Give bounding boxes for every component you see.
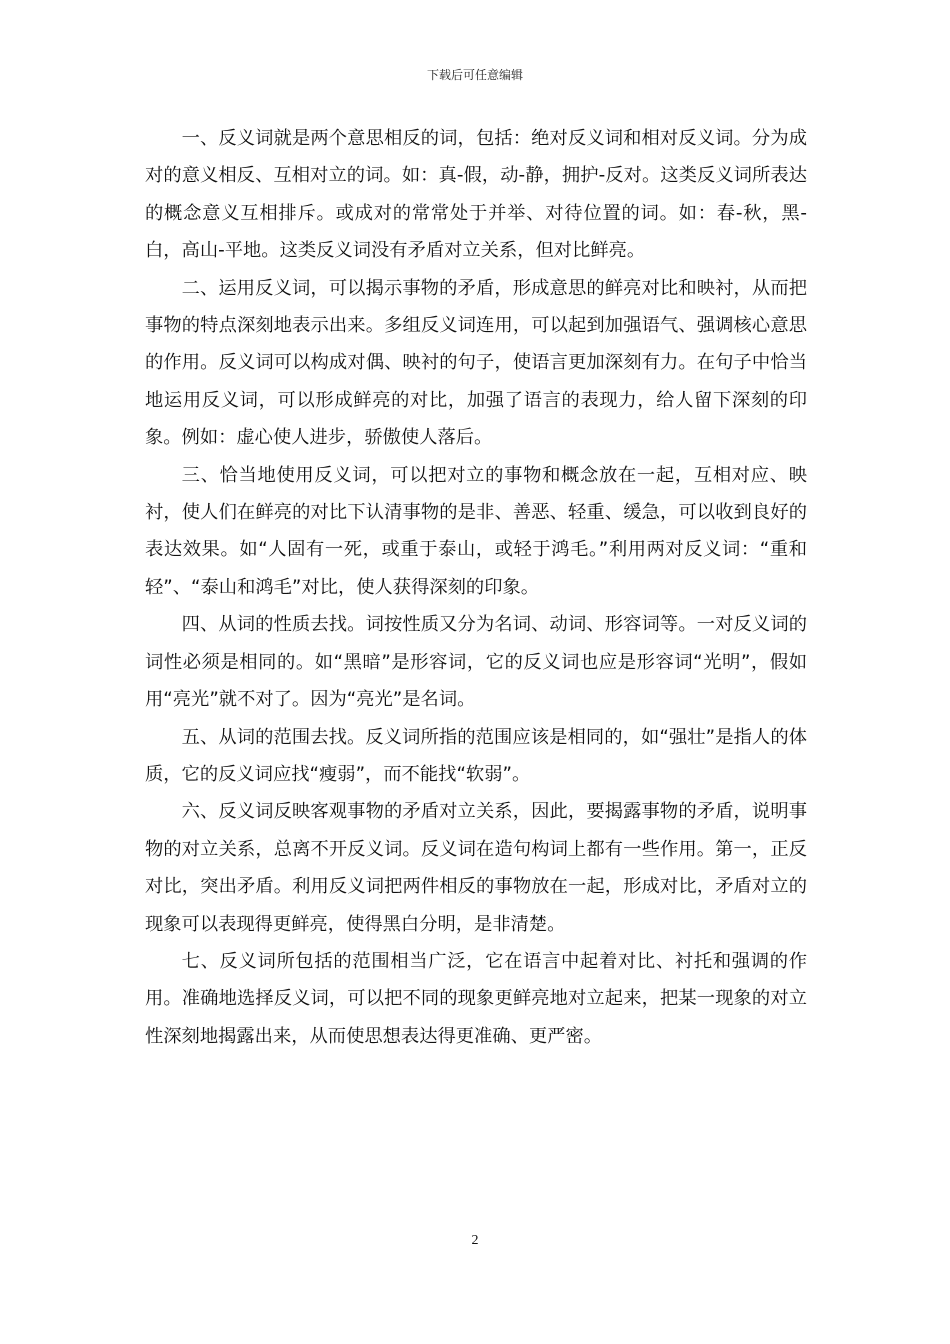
page-header: 下载后可任意编辑 [426, 68, 523, 82]
page-number: 2 [471, 1233, 479, 1248]
document-body [145, 120, 807, 1055]
paragraph-7: 七、反义词所包括的范围相当广泛，它在语言中起着对比、衬托和强调的作用。准确地选择反义词，可以把不同的现象更鲜亮地对立起来，把某一现象的对立性深刻地揭露出来，从而使思想表达得更准确、更严密。 [145, 950, 807, 1047]
paragraph-6: 六、反义词反映客观事物的矛盾对立关系，因此，要揭露事物的矛盾，说明事物的对立关系，总离不开反义词。反义词在造句构词上都有一些作用。第一，正反对比，突出矛盾。利用反义词把两件相反的事物放在一起，形成对比，矛盾对立的现象可以表现得更鲜亮，使得黑白分明，是非清楚。 [145, 801, 807, 935]
paragraph-4: 四、从词的性质去找。词按性质又分为名词、动词、形容词等。一对反义词的词性必须是相同的。如“黑暗”是形容词，它的反义词也应是形容词“光明”，假如用“亮光”就不对了。因为“亮光”是名词。 [145, 614, 807, 711]
paragraph-3: 三、恰当地使用反义词，可以把对立的事物和概念放在一起，互相对应、映衬，使人们在鲜亮的对比下认清事物的是非、善恶、轻重、缓急，可以收到良好的表达效果。如“人固有一死，或重于泰山，或轻于鸿毛。”利用两对反义词：“重和轻”、“泰山和鸿毛”对比，使人获得深刻的印象。 [145, 464, 807, 598]
paragraph-2: 二、运用反义词，可以揭示事物的矛盾，形成意思的鲜亮对比和映衬，从而把事物的特点深刻地表示出来。多组反义词连用，可以起到加强语气、强调核心意思的作用。反义词可以构成对偶、映衬的句子，使语言更加深刻有力。在句子中恰当地运用反义词，可以形成鲜亮的对比，加强了语言的表现力，给人留下深刻的印象。例如：虚心使人进步，骄傲使人落后。 [145, 277, 807, 449]
paragraph-5: 五、从词的范围去找。反义词所指的范围应该是相同的，如“强壮”是指人的体质，它的反义词应找“瘦弱”，而不能找“软弱”。 [145, 726, 807, 785]
paragraph-1: 一、反义词就是两个意思相反的词，包括：绝对反义词和相对反义词。分为成对的意义相反、互相对立的词。如：真-假，动-静，拥护-反对。这类反义词所表达的概念意义互相排斥。或成对的常常处于并举、对待位置的词。如：春-秋，黑-白，高山-平地。这类反义词没有矛盾对立关系，但对比鲜亮。 [145, 128, 807, 262]
